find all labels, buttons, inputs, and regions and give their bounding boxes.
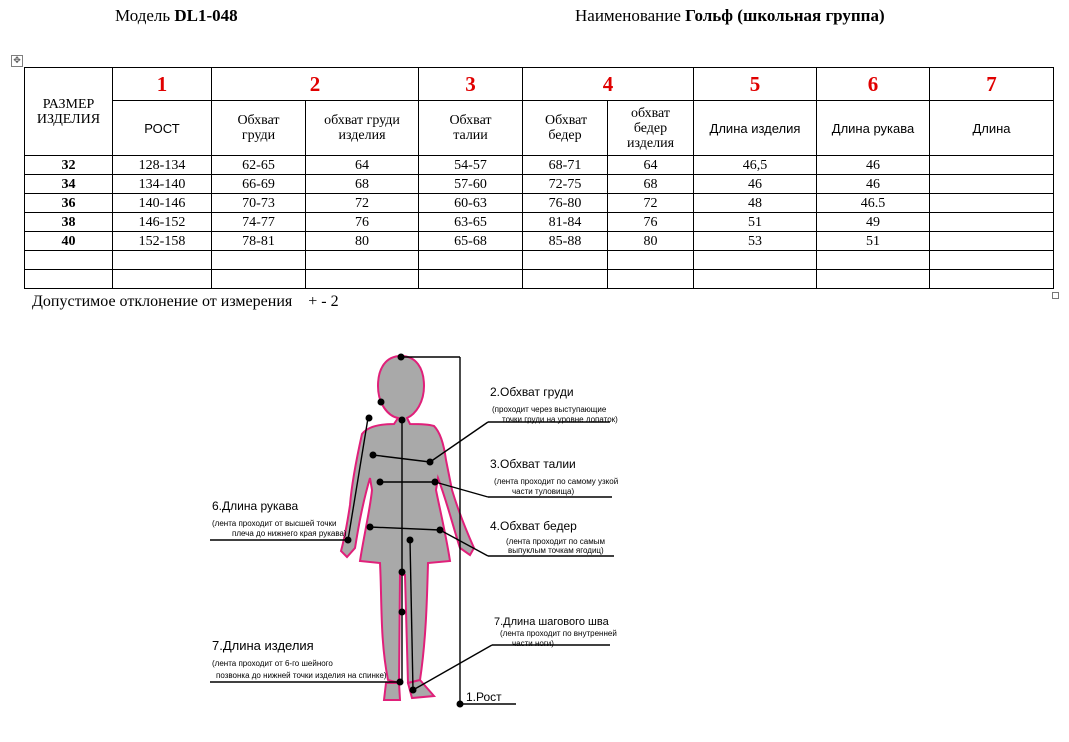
table-cell: 54-57 xyxy=(419,156,523,175)
group-number: 7 xyxy=(930,68,1054,101)
table-cell: 152-158 xyxy=(113,232,212,251)
table-cell: 74-77 xyxy=(212,213,306,232)
table-cell: 46,5 xyxy=(694,156,817,175)
waist-note: части туловища) xyxy=(512,487,575,496)
table-cell: 70-73 xyxy=(212,194,306,213)
inseam-note: части ноги) xyxy=(512,639,554,648)
table-cell: 48 xyxy=(694,194,817,213)
table-cell: 76-80 xyxy=(523,194,608,213)
chest-label xyxy=(490,385,618,424)
tolerance-text: Допустимое отклонение от измерения xyxy=(32,293,293,310)
height-title: 1.Рост xyxy=(466,690,502,704)
column-header: Длина рукава xyxy=(817,101,930,156)
chest-note: точки груди на уровне лопаток) xyxy=(502,415,618,424)
table-cell: 62-65 xyxy=(212,156,306,175)
table-cell: 46 xyxy=(817,175,930,194)
column-header: Обхват бедер xyxy=(523,101,608,156)
chest-note: (проходит через выступающие xyxy=(492,405,607,414)
group-number: 2 xyxy=(212,68,419,101)
size-cell: 32 xyxy=(25,156,113,175)
group-number: 3 xyxy=(419,68,523,101)
hips-label xyxy=(490,519,605,555)
table-cell: 81-84 xyxy=(523,213,608,232)
waist-note: (лента проходит по самому узкой xyxy=(494,477,619,486)
inseam-title: 7.Длина шагового шва xyxy=(494,616,609,628)
column-header: Обхват груди xyxy=(212,101,306,156)
size-cell: 38 xyxy=(25,213,113,232)
table-cell: 80 xyxy=(306,232,419,251)
model-label: Модель xyxy=(115,6,171,25)
table-cell: 72 xyxy=(608,194,694,213)
name-label: Наименование xyxy=(575,6,681,25)
table-cell: 80 xyxy=(608,232,694,251)
hips-title: 4.Обхват бедер xyxy=(490,519,577,533)
inseam-note: (лента проходит по внутренней xyxy=(500,629,617,638)
size-header-cell: РАЗМЕР ИЗДЕЛИЯ xyxy=(25,68,113,156)
table-cell: 85-88 xyxy=(523,232,608,251)
table-cell: 64 xyxy=(306,156,419,175)
table-move-handle-icon[interactable]: ✥ xyxy=(11,55,23,67)
table-cell: 78-81 xyxy=(212,232,306,251)
table-cell: 72-75 xyxy=(523,175,608,194)
size-cell: 36 xyxy=(25,194,113,213)
hips-note: (лента проходит по самым xyxy=(506,537,605,546)
table-cell: 76 xyxy=(306,213,419,232)
length-label xyxy=(212,638,387,680)
table-cell: 65-68 xyxy=(419,232,523,251)
table-cell: 68-71 xyxy=(523,156,608,175)
table-cell: 146-152 xyxy=(113,213,212,232)
size-cell: 40 xyxy=(25,232,113,251)
table-cell: 63-65 xyxy=(419,213,523,232)
table-cell: 140-146 xyxy=(113,194,212,213)
group-number: 4 xyxy=(523,68,694,101)
table-cell: 46 xyxy=(694,175,817,194)
column-header: обхват бедер изделия xyxy=(608,101,694,156)
sleeve-title: 6.Длина рукава xyxy=(212,499,299,513)
model-value: DL1-048 xyxy=(174,6,238,25)
name-value: Гольф (школьная группа) xyxy=(685,6,885,25)
table-cell: 57-60 xyxy=(419,175,523,194)
table-cell: 51 xyxy=(817,232,930,251)
column-header: обхват груди изделия xyxy=(306,101,419,156)
table-cell: 66-69 xyxy=(212,175,306,194)
waist-label xyxy=(490,457,618,496)
waist-title: 3.Обхват талии xyxy=(490,457,576,471)
group-number: 1 xyxy=(113,68,212,101)
sleeve-note: плеча до нижнего края рукава) xyxy=(232,529,347,538)
length-title: 7.Длина изделия xyxy=(212,638,314,653)
table-cell: 53 xyxy=(694,232,817,251)
table-cell: 72 xyxy=(306,194,419,213)
table-cell: 134-140 xyxy=(113,175,212,194)
sleeve-note: (лента проходит от высшей точки xyxy=(212,519,337,528)
table-cell: 51 xyxy=(694,213,817,232)
group-number: 5 xyxy=(694,68,817,101)
table-cell: 64 xyxy=(608,156,694,175)
hips-note: выпуклым точкам ягодиц) xyxy=(508,546,604,555)
column-header: Длина изделия xyxy=(694,101,817,156)
chest-title: 2.Обхват груди xyxy=(490,385,574,399)
table-cell: 46.5 xyxy=(817,194,930,213)
length-note: позвонка до нижней точки изделия на спинке) xyxy=(216,671,387,680)
table-cell: 60-63 xyxy=(419,194,523,213)
table-cell: 128-134 xyxy=(113,156,212,175)
table-cell: 76 xyxy=(608,213,694,232)
sleeve-label xyxy=(212,499,347,538)
table-cell: 68 xyxy=(306,175,419,194)
table-cell: 49 xyxy=(817,213,930,232)
size-cell: 34 xyxy=(25,175,113,194)
column-header: РОСТ xyxy=(113,101,212,156)
tolerance-value: + - 2 xyxy=(308,293,339,310)
column-header: Обхват талии xyxy=(419,101,523,156)
column-header: Длина xyxy=(930,101,1054,156)
group-number: 6 xyxy=(817,68,930,101)
length-note: (лента проходит от 6-го шейного xyxy=(212,659,333,668)
table-cell: 46 xyxy=(817,156,930,175)
table-cell: 68 xyxy=(608,175,694,194)
inseam-label xyxy=(494,616,617,648)
